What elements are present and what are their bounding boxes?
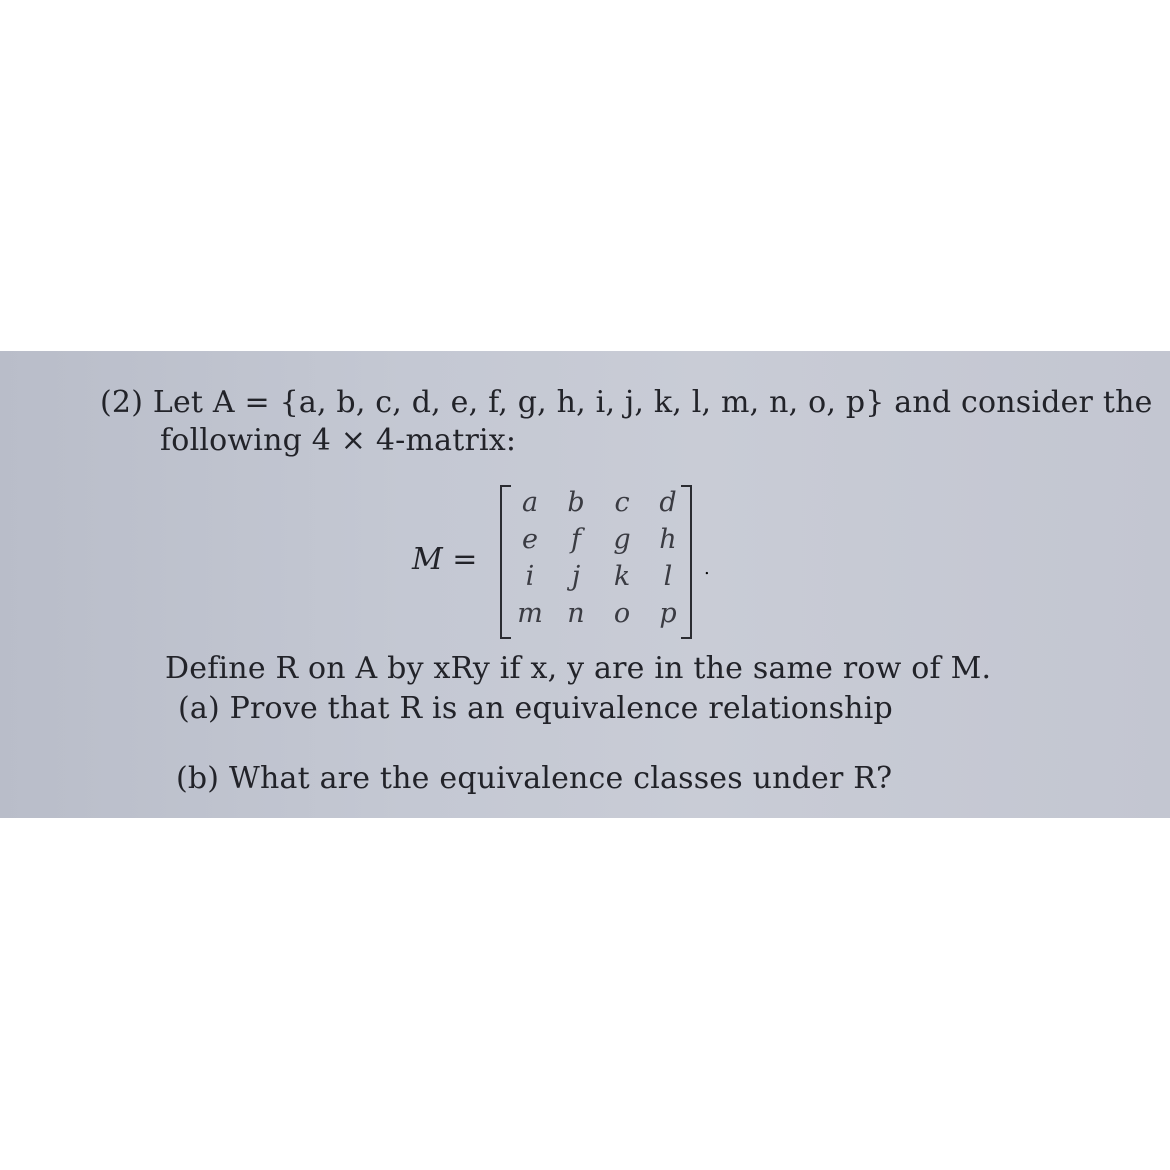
matrix-m [500,485,692,635]
matrix-cell: i [525,561,535,592]
matrix-cell: k [613,561,631,592]
matrix-cell: m [517,598,543,629]
problem-intro-continuation: following 4 × 4-matrix: [160,423,517,458]
matrix-period: . [704,558,710,579]
problem-sheet [0,351,1170,818]
matrix-cell: f [571,524,581,555]
matrix-cell: j [571,561,581,592]
matrix-cell: g [613,524,631,555]
matrix-cell: c [614,487,630,518]
matrix-cell: p [659,598,677,629]
matrix-cell: e [522,524,538,555]
relation-definition: Define R on A by xRy if x, y are in the same row of M. [165,651,992,686]
matrix-cell: l [663,561,673,592]
part-a: (a) Prove that R is an equivalence relationship [178,691,893,726]
matrix-cell: a [521,487,539,518]
matrix-cell: n [567,598,585,629]
matrix-label: M = [412,542,478,577]
matrix-cell: o [613,598,631,629]
matrix-cell: d [659,487,677,518]
problem-intro-line: (2) Let A = {a, b, c, d, e, f, g, h, i, j, k, l, m, n, o, p} and consider the [100,385,1153,420]
matrix-cell: h [659,524,677,555]
part-b: (b) What are the equivalence classes under R? [176,761,893,796]
matrix-cell: b [567,487,585,518]
